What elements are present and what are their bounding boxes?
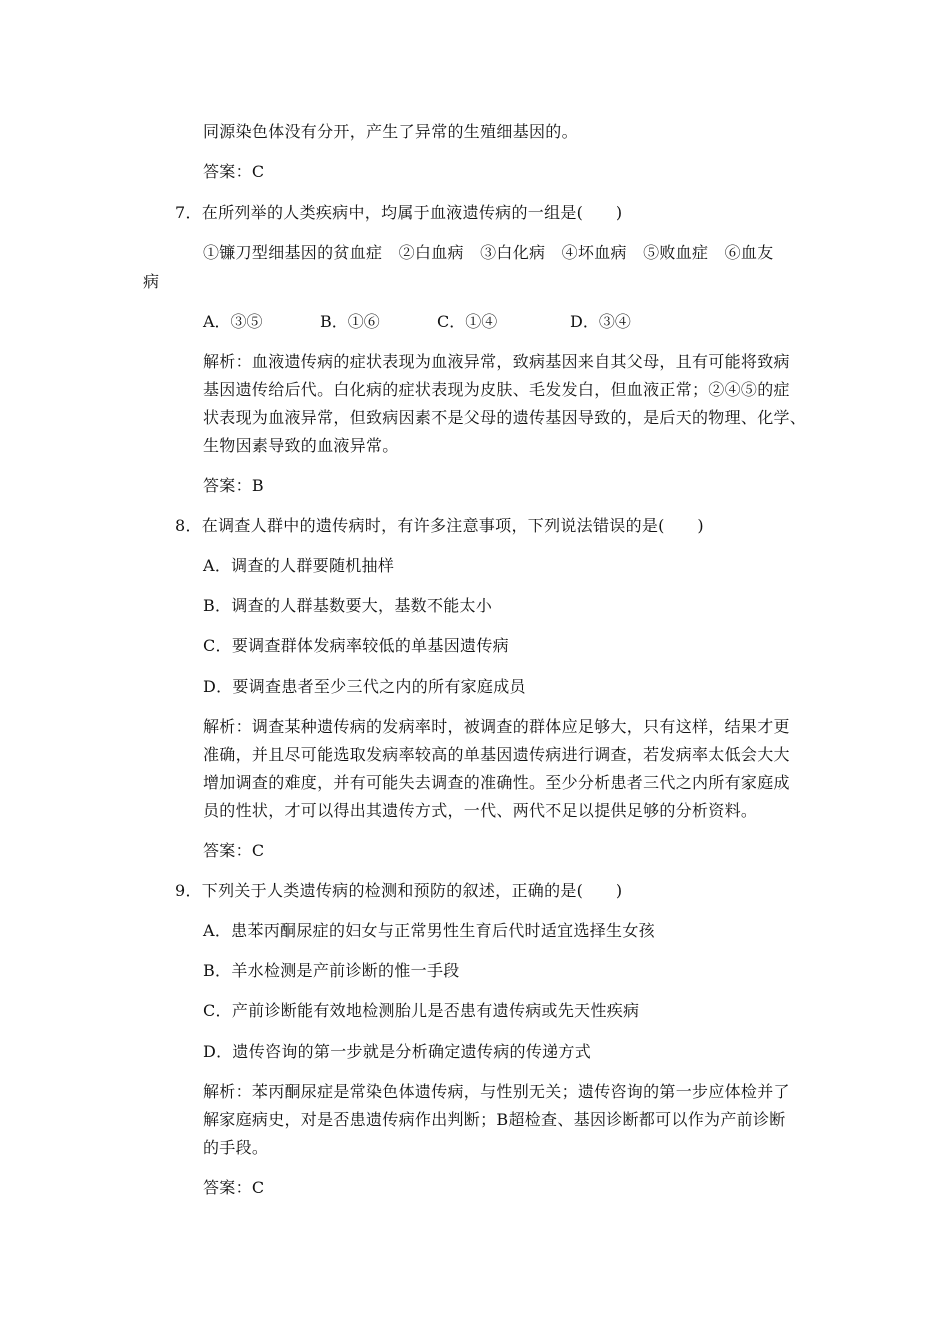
- q8-answer: 答案：C: [203, 841, 265, 860]
- q8-analysis-line: 准确，并且尽可能选取发病率较高的单基因遗传病进行调查，若发病率太低会大大: [203, 745, 790, 764]
- q7-analysis-line: 基因遗传给后代。白化病的症状表现为皮肤、毛发发白，但血液正常；②④⑤的症: [203, 380, 790, 399]
- q8-option-d: D．要调查患者至少三代之内的所有家庭成员: [203, 677, 526, 696]
- q9-analysis-line: 解家庭病史，对是否患遗传病作出判断；B超检查、基因诊断都可以作为产前诊断: [203, 1110, 786, 1129]
- q6-tail-text: 同源染色体没有分开，产生了异常的生殖细基因的。: [203, 122, 578, 141]
- q8-analysis-line: 解析：调查某种遗传病的发病率时，被调查的群体应足够大，只有这样，结果才更: [203, 717, 790, 736]
- q8-analysis-line: 增加调查的难度，并有可能失去调查的准确性。至少分析患者三代之内所有家庭成: [203, 773, 790, 792]
- q6-answer: 答案：C: [203, 162, 265, 181]
- q8-analysis-line: 员的性状，才可以得出其遗传方式，一代、两代不足以提供足够的分析资料。: [203, 801, 758, 820]
- q9-option-a: A．患苯丙酮尿症的妇女与正常男性生育后代时适宜选择生女孩: [203, 921, 655, 940]
- q9-stem: 9．下列关于人类遗传病的检测和预防的叙述，正确的是( ): [175, 881, 623, 900]
- q9-analysis-line: 的手段。: [203, 1138, 269, 1157]
- q8-option-b: B．调查的人群基数要大，基数不能太小: [203, 596, 493, 615]
- q8-option-c: C．要调查群体发病率较低的单基因遗传病: [203, 636, 509, 655]
- q7-option-c: C．①④: [437, 312, 498, 331]
- q7-option-a: A．③⑤: [203, 312, 263, 331]
- q7-option-b: B．①⑥: [320, 312, 380, 331]
- q9-option-c: C．产前诊断能有效地检测胎儿是否患有遗传病或先天性疾病: [203, 1001, 640, 1020]
- q8-option-a: A．调查的人群要随机抽样: [203, 556, 395, 575]
- q9-answer: 答案：C: [203, 1178, 265, 1197]
- q7-analysis-line: 状表现为血液异常，但致病因素不是父母的遗传基因导致的，是后天的物理、化学、: [203, 408, 807, 427]
- q9-analysis-line: 解析：苯丙酮尿症是常染色体遗传病，与性别无关；遗传咨询的第一步应体检并了: [203, 1082, 790, 1101]
- q7-items-line1: ①镰刀型细基因的贫血症 ②白血病 ③白化病 ④坏血病 ⑤败血症 ⑥血友: [203, 243, 774, 262]
- q7-items-line2: 病: [143, 272, 160, 291]
- q9-option-b: B．羊水检测是产前诊断的惟一手段: [203, 961, 460, 980]
- q7-stem: 7．在所列举的人类疾病中，均属于血液遗传病的一组是( ): [175, 203, 623, 222]
- q7-analysis-line: 生物因素导致的血液异常。: [203, 436, 399, 455]
- q9-option-d: D．遗传咨询的第一步就是分析确定遗传病的传递方式: [203, 1042, 592, 1061]
- q7-answer: 答案：B: [203, 476, 264, 495]
- q8-stem: 8．在调查人群中的遗传病时，有许多注意事项，下列说法错误的是( ): [175, 516, 704, 535]
- q7-analysis-line: 解析：血液遗传病的症状表现为血液异常，致病基因来自其父母，且有可能将致病: [203, 352, 790, 371]
- q7-option-d: D．③④: [570, 312, 631, 331]
